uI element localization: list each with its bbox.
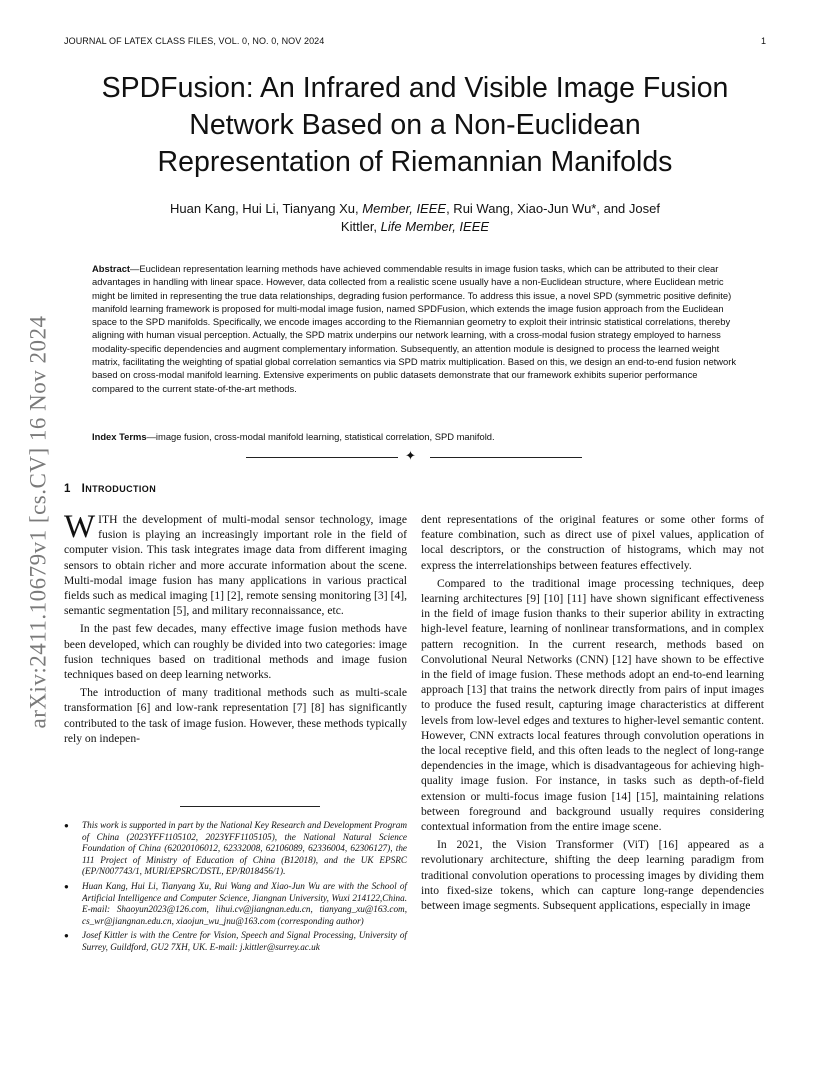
paragraph: The introduction of many traditional methods such as multi-scale transformation [6] and low-rank representation [7] [8] has significantly contributed to the task of image fusion. However, these methods typically rely on indepen-: [64, 686, 407, 745]
footnote-text: Josef Kittler is with the Centre for Vision, Speech and Signal Processing, University of Surrey, Guildford, GU2 7XH, UK. E-mail: j.kittler@surrey.ac.uk: [82, 930, 407, 952]
footnote-text: Huan Kang, Hui Li, Tianyang Xu, Rui Wang and Xiao-Jun Wu are with the School of Artificial Intelligence and Computer Science, Jiangnan University, Wuxi 214122,China. E-mail: Shaoyun2023@126.com, lihui.cv@jiangnan.edu.cn, tianyang_xu@163.com, cs_wr@jiangnan.edu.cn, xiaojun_wu_jnu@163.com (corresponding author): [82, 880, 407, 926]
right-column: [421, 512, 764, 916]
author-list: [100, 200, 730, 236]
index-terms-label: Index Terms: [92, 431, 147, 442]
author-line-2: [100, 218, 730, 236]
paragraph: [64, 509, 407, 618]
section-title-rest: NTRODUCTION: [85, 484, 157, 494]
paragraph: In the past few decades, many effective image fusion methods have been developed, which can roughly be divided into two categories: image fusion techniques based on traditional methods and image fusion techniques based on deep learning networks.: [64, 622, 407, 682]
paper-title: SPDFusion: An Infrared and Visible Image Fusion Network Based on a Non-Euclidean Representation of Riemannian Manifolds: [101, 72, 729, 178]
authors-names-2: Kittler,: [340, 219, 381, 234]
bullet-icon: ●: [64, 881, 69, 891]
index-terms: [92, 430, 737, 443]
arxiv-identifier[interactable]: arXiv:2411.10679v1 [cs.CV] 16 Nov 2024: [25, 315, 51, 729]
section-heading: [64, 483, 156, 495]
separator-rule-left: [246, 457, 398, 458]
separator-rule-right: [430, 457, 582, 458]
paragraph-text: the development of multi-modal sensor technology, image fusion is playing an increasingly important role in the field of computer vision. This task integrates image data from different imaging sensors to obtain richer and more accurate information about the scene. Multi-modal image fusion has many applications in various practical fields such as medical imaging [1] [2], remote sensing monitoring [3] [4], semantic segmentation [5], and military reconnaissance, etc.: [64, 513, 407, 618]
footnote: [64, 881, 407, 927]
bullet-icon: ●: [64, 931, 69, 941]
author-role-member: Member, IEEE: [362, 201, 447, 216]
separator-diamond-icon: ✦: [405, 448, 416, 463]
dropcap: W: [64, 509, 96, 545]
footnote-rule: [180, 806, 320, 807]
author-role-life-member: Life Member, IEEE: [380, 219, 490, 234]
paragraph: In 2021, the Vision Transformer (ViT) [16] appeared as a revolutionary architecture, shifting the deep learning paradigm from traditional convolution operations to processing images by dividing them into fixed-size tokens, which can capture long-range dependencies between image segments. Subsequent applications, especially in image: [421, 838, 764, 913]
dropcap-lead: ITH: [98, 513, 118, 526]
footnotes: [64, 820, 407, 957]
footnote: [64, 820, 407, 878]
paragraph: Compared to the traditional image processing techniques, deep learning architectures [9] [10] [11] have shown significant effectiveness in the field of image fusion thanks to their superior ability in extracting high-level feature, learning of nonlinear transformations, and in complex pattern recognition. In the current research, methods based on Convolutional Neural Networks (CNN) [12] have shown to be effective in the field of image fusion. These methods adopt an end-to-end learning approach [13] that trains the network directly from pairs of input images to produce the fused result, capturing image characteristics at different levels from low-level edges and textures to higher-level semantic content. However, CNN extracts local features through convolution operations in the local receptive field, and this often leads to the neglect of long-range dependencies in the image, which is disadvantageous for achieving high-quality image fusion. For instance, in tasks such as depth-of-field extension or multi-focus image fusion [14] [15], maintaining relations between foreground and background usually requires considering contextual information from the entire image scene.: [421, 576, 764, 834]
authors-names-1: Huan Kang, Hui Li, Tianyang Xu,: [170, 201, 363, 216]
index-terms-text: —image fusion, cross-modal manifold learning, statistical correlation, SPD manifold.: [146, 431, 495, 442]
footnote-text: This work is supported in part by the National Key Research and Development Program of China (2023YFF1105102, 2023YFF1105105), the National Natural Science Foundation of China (62020106012, 62332008, 62106089, 62336004, 62306127), the 111 Project of Ministry of Education of China (B12018), and the UK EPSRC (EP/N007743/1, MURI/EPSRC/DSTL, EP/R018456/1).: [82, 820, 407, 877]
authors-names-1b: , Rui Wang, Xiao-Jun Wu*, and Josef: [446, 201, 660, 216]
left-column: [64, 509, 407, 749]
abstract-label: Abstract: [92, 263, 131, 274]
section-number: 1: [64, 483, 71, 495]
abstract-text: —Euclidean representation learning methods have achieved commendable results in image fusion tasks, which can be attributed to their clear advantages in handling with linear space. However, data collected from a realistic scene usually have a non-Euclidean structure, where Euclidean metric might be limited in representing the true data relationships, degrading fusion performance. To address this issue, a novel SPD (symmetric positive definite) manifold learning framework is proposed for multi-modal image fusion, named SPDFusion, which extends the image fusion approach from the Euclidean space to the SPD manifolds. Specifically, we encode images according to the Riemannian geometry to exploit their intrinsic statistical correlations, thereby aligning with human visual perception. Actually, the SPD matrix underpins our network learning, with a cross-modal fusion strategy employed to harness modality-specific dependencies and augment complementary information. Subsequently, an attention module is designed to process the learned weight matrix, facilitating the weighting of spatial global correlation semantics via SPD matrix multiplication. Based on this, we design an end-to-end fusion network based on cross-modal manifold learning. Extensive experiments on public datasets demonstrate that our framework exhibits superior performance compared to the current state-of-the-art methods.: [92, 263, 737, 394]
bullet-icon: ●: [64, 821, 69, 830]
section-title-initial: I: [81, 483, 86, 495]
arxiv-stamp: [8, 282, 68, 762]
page-number: 1: [760, 36, 766, 46]
paragraph: dent representations of the original features or some other forms of feature combination, such as direct use of pixel values, application of local descriptors, or the construction of histograms, which may not express the interrelationships between features effectively.: [421, 513, 764, 572]
running-head: JOURNAL OF LATEX CLASS FILES, VOL. 0, NO. 0, NOV 2024: [64, 36, 325, 46]
abstract: [92, 262, 737, 395]
footnote: [64, 930, 407, 953]
author-line-1: [100, 200, 730, 218]
